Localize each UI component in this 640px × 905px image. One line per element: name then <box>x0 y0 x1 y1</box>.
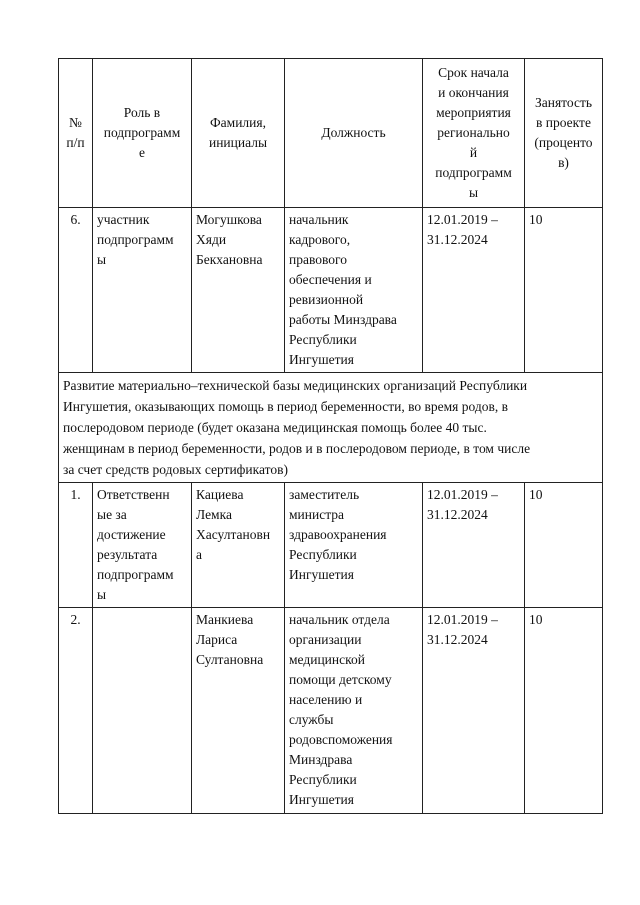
cell-text: Хасултановн <box>196 527 271 542</box>
cell-text: работы Минздрава <box>289 312 397 327</box>
row-name <box>192 208 285 373</box>
header-text: й <box>469 145 478 160</box>
cell-text: ы <box>97 252 107 267</box>
table-header-row <box>59 59 603 208</box>
cell-text: Ингушетия <box>289 352 354 367</box>
cell-text: населению и <box>289 692 363 707</box>
cell-text: Ингушетия <box>289 792 354 807</box>
cell-text: 31.12.2024 <box>427 232 488 247</box>
header-text: подпрограмм <box>435 165 512 180</box>
cell-text: 12.01.2019 – <box>427 612 498 627</box>
header-load <box>525 59 603 208</box>
row-term <box>423 208 525 373</box>
row-load: 10 <box>525 483 603 608</box>
table-row <box>59 483 603 608</box>
program-participants-table <box>58 58 603 814</box>
cell-text: Хяди <box>196 232 227 247</box>
cell-text: правового <box>289 252 347 267</box>
header-text: подпрограмм <box>103 125 181 140</box>
cell-text: родовспоможения <box>289 732 393 747</box>
cell-text: Лариса <box>196 632 238 647</box>
cell-text: организации <box>289 632 362 647</box>
row-position <box>285 483 423 608</box>
header-text: е <box>139 145 145 160</box>
cell-text: начальник отдела <box>289 612 390 627</box>
cell-text: участник <box>97 212 150 227</box>
cell-text: медицинской <box>289 652 365 667</box>
header-text: Занятость <box>534 95 593 110</box>
row-term <box>423 608 525 814</box>
section-description <box>59 373 603 483</box>
row-position <box>285 208 423 373</box>
cell-text: результата <box>97 547 158 562</box>
cell-text: 31.12.2024 <box>427 632 488 647</box>
header-text: Срок начала <box>438 65 509 80</box>
cell-text: 12.01.2019 – <box>427 487 498 502</box>
header-text: мероприятия <box>436 105 511 120</box>
row-number: 1. <box>59 483 93 608</box>
cell-text: здравоохранения <box>289 527 387 542</box>
cell-text: кадрового, <box>289 232 351 247</box>
cell-text: Султановна <box>196 652 264 667</box>
cell-text: Лемка <box>196 507 232 522</box>
cell-text: достижение <box>97 527 166 542</box>
cell-text: подпрограмм <box>97 567 174 582</box>
cell-text: Бекхановна <box>196 252 263 267</box>
row-number: 2. <box>59 608 93 814</box>
header-text: (проценто <box>534 135 593 150</box>
cell-text: а <box>196 547 202 562</box>
header-text: Фамилия, <box>210 115 266 130</box>
cell-text: министра <box>289 507 345 522</box>
cell-text: Минздрава <box>289 752 353 767</box>
header-text: и окончания <box>438 85 509 100</box>
header-text: регионально <box>437 125 510 140</box>
cell-text: заместитель <box>289 487 360 502</box>
header-text: ы <box>468 185 479 200</box>
cell-text: ревизионной <box>289 292 364 307</box>
cell-text: Ингушетия <box>289 567 354 582</box>
cell-text: Могушкова <box>196 212 262 227</box>
header-number <box>59 59 93 208</box>
cell-text: Манкиева <box>196 612 254 627</box>
cell-text: Республики <box>289 332 357 347</box>
cell-text: ые за <box>97 507 127 522</box>
row-load: 10 <box>525 608 603 814</box>
section-text: женщинам в период беременности, родов и в послеродовом периоде, в том числе <box>63 441 531 456</box>
section-text: Ингушетия, оказывающих помощь в период беременности, во время родов, в <box>63 399 508 414</box>
header-text: в) <box>558 155 569 170</box>
section-text: Развитие материально–технической базы медицинских организаций Республики <box>63 378 528 393</box>
header-text: инициалы <box>208 135 268 150</box>
row-number: 6. <box>59 208 93 373</box>
cell-text: Республики <box>289 772 357 787</box>
row-term <box>423 483 525 608</box>
cell-text: Кациева <box>196 487 244 502</box>
row-name <box>192 483 285 608</box>
cell-text: Ответственн <box>97 487 170 502</box>
header-text: в проекте <box>536 115 591 130</box>
section-text: послеродовом периоде (будет оказана медицинская помощь более 40 тыс. <box>63 420 487 435</box>
header-text: Роль в <box>123 105 161 120</box>
header-text: п/п <box>66 135 85 150</box>
header-role <box>93 59 192 208</box>
cell-text: службы <box>289 712 334 727</box>
header-name <box>192 59 285 208</box>
table-row <box>59 208 603 373</box>
section-row <box>59 373 603 483</box>
row-load: 10 <box>525 208 603 373</box>
cell-text: 12.01.2019 – <box>427 212 498 227</box>
row-role <box>93 483 192 608</box>
header-text: Должность <box>321 125 386 140</box>
row-position <box>285 608 423 814</box>
cell-text: Республики <box>289 547 357 562</box>
section-text: за счет средств родовых сертификатов) <box>63 462 288 477</box>
row-role <box>93 208 192 373</box>
cell-text: ы <box>97 587 107 602</box>
header-term <box>423 59 525 208</box>
row-role <box>93 608 192 814</box>
cell-text: помощи детскому <box>289 672 392 687</box>
cell-text: 31.12.2024 <box>427 507 488 522</box>
header-text: № <box>69 115 82 130</box>
cell-text: подпрограмм <box>97 232 174 247</box>
row-name <box>192 608 285 814</box>
cell-text: обеспечения и <box>289 272 372 287</box>
table-row <box>59 608 603 814</box>
cell-text: начальник <box>289 212 349 227</box>
header-position <box>285 59 423 208</box>
